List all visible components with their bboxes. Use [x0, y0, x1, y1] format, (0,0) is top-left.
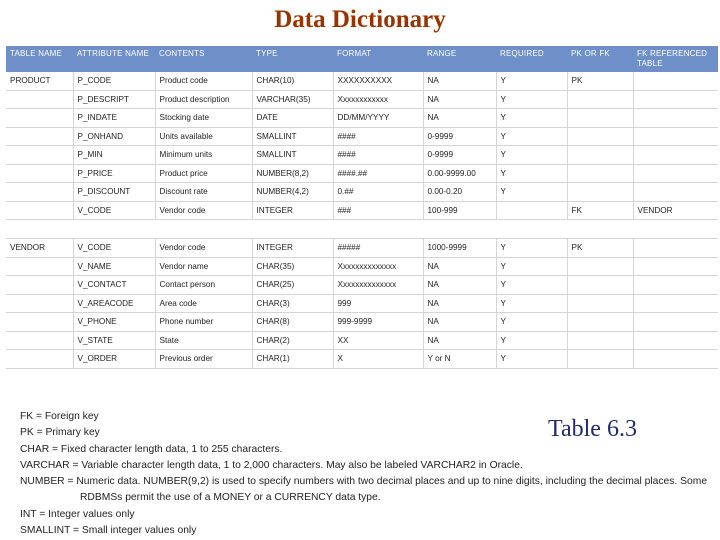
table-cell: CHAR(1) [252, 350, 333, 369]
table-cell: Xxxxxxxxxxxx [333, 90, 423, 109]
table-cell: P_DISCOUNT [73, 183, 155, 202]
table-cell: ### [333, 201, 423, 220]
data-dictionary-table [6, 46, 718, 369]
table-cell: Area code [155, 294, 252, 313]
table-cell: CHAR(8) [252, 313, 333, 332]
table-cell: CHAR(2) [252, 331, 333, 350]
table-cell: X [333, 350, 423, 369]
table-cell: Contact person [155, 276, 252, 295]
table-cell: Y [496, 164, 567, 183]
table-row [6, 183, 718, 202]
separator-cell [567, 220, 633, 239]
table-cell: DATE [252, 109, 333, 128]
table-cell: P_PRICE [73, 164, 155, 183]
table-cell: V_STATE [73, 331, 155, 350]
table-cell [567, 164, 633, 183]
table-cell: Stocking date [155, 109, 252, 128]
table-cell [567, 350, 633, 369]
table-cell [6, 294, 73, 313]
table-cell: ##### [333, 239, 423, 258]
table-cell [6, 257, 73, 276]
table-row [6, 127, 718, 146]
table-row [6, 331, 718, 350]
table-cell: SMALLINT [252, 146, 333, 165]
note-line: SMALLINT = Small integer values only [20, 525, 197, 537]
table-cell [567, 257, 633, 276]
column-header: FORMAT [333, 46, 423, 72]
table-cell: Xxxxxxxxxxxxxx [333, 276, 423, 295]
table-cell: #### [333, 146, 423, 165]
table-cell [6, 146, 73, 165]
table-cell: #### [333, 127, 423, 146]
table-cell [567, 146, 633, 165]
note-line: PK = Primary key [20, 427, 100, 439]
table-cell: Y [496, 146, 567, 165]
table-cell: P_MIN [73, 146, 155, 165]
table-cell: 100-999 [423, 201, 496, 220]
table-cell [6, 127, 73, 146]
separator-cell [423, 220, 496, 239]
table-cell: NA [423, 257, 496, 276]
table-row [6, 313, 718, 332]
table-cell: CHAR(35) [252, 257, 333, 276]
table-group-separator [6, 220, 718, 239]
table-cell [496, 201, 567, 220]
table-cell: CHAR(10) [252, 72, 333, 90]
table-cell: 999 [333, 294, 423, 313]
column-header: TABLE NAME [6, 46, 73, 72]
table-cell [6, 313, 73, 332]
table-cell [6, 276, 73, 295]
table-cell: 0.00-0.20 [423, 183, 496, 202]
table-cell: NA [423, 109, 496, 128]
table-cell [633, 294, 718, 313]
table-cell: Y [496, 183, 567, 202]
table-cell: V_NAME [73, 257, 155, 276]
table-row [6, 146, 718, 165]
table-cell: PK [567, 72, 633, 90]
separator-cell [73, 220, 155, 239]
table-cell: NUMBER(4,2) [252, 183, 333, 202]
note-line: VARCHAR = Variable character length data, 1 to 2,000 characters. May also be labeled VARCHAR2 in Oracle. [20, 459, 523, 471]
table-cell [633, 90, 718, 109]
column-header: REQUIRED [496, 46, 567, 72]
table-cell: NUMBER(8,2) [252, 164, 333, 183]
note-line: FK = Foreign key [20, 411, 99, 422]
table-cell: 0-9999 [423, 127, 496, 146]
separator-cell [496, 220, 567, 239]
table-cell: Units available [155, 127, 252, 146]
table-cell [633, 146, 718, 165]
table-cell: INTEGER [252, 201, 333, 220]
table-cell: P_ONHAND [73, 127, 155, 146]
table-cell: Y [496, 239, 567, 258]
column-header: FK REFERENCED TABLE [633, 46, 718, 72]
table-cell [633, 183, 718, 202]
table-cell: CHAR(25) [252, 276, 333, 295]
table-cell: Y [496, 350, 567, 369]
legend-notes [20, 409, 707, 539]
table-cell: NA [423, 331, 496, 350]
table-cell [633, 72, 718, 90]
table-row [6, 109, 718, 128]
table-cell [567, 109, 633, 128]
table-cell [567, 276, 633, 295]
table-cell: 999-9999 [333, 313, 423, 332]
separator-cell [252, 220, 333, 239]
separator-cell [633, 220, 718, 239]
table-cell: FK [567, 201, 633, 220]
table-cell: Y [496, 109, 567, 128]
table-cell: 0.00-9999.00 [423, 164, 496, 183]
table-cell: SMALLINT [252, 127, 333, 146]
table-cell: VENDOR [6, 239, 73, 258]
table-cell: VARCHAR(35) [252, 90, 333, 109]
table-cell: Vendor code [155, 239, 252, 258]
table-cell: INTEGER [252, 239, 333, 258]
table-cell [6, 201, 73, 220]
table-cell: XXXXXXXXXX [333, 72, 423, 90]
separator-cell [6, 220, 73, 239]
table-cell [6, 350, 73, 369]
table-cell [633, 313, 718, 332]
table-row [6, 72, 718, 90]
table-cell: V_CONTACT [73, 276, 155, 295]
table-cell [633, 239, 718, 258]
table-cell: Y [496, 90, 567, 109]
table-cell: Y [496, 72, 567, 90]
note-line: INT = Integer values only [20, 508, 135, 520]
table-cell [567, 127, 633, 146]
page-title: Data Dictionary [274, 6, 446, 33]
note-line: CHAR = Fixed character length data, 1 to 255 characters. [20, 443, 283, 455]
table-cell: Vendor name [155, 257, 252, 276]
table-cell: NA [423, 90, 496, 109]
table-cell: ####.## [333, 164, 423, 183]
table-row [6, 276, 718, 295]
column-header: CONTENTS [155, 46, 252, 72]
table-body [6, 72, 718, 368]
table-cell: VENDOR [633, 201, 718, 220]
table-cell: V_ORDER [73, 350, 155, 369]
table-row [6, 90, 718, 109]
table-row [6, 164, 718, 183]
table-cell: PK [567, 239, 633, 258]
table-cell: 0.## [333, 183, 423, 202]
table-cell: Vendor code [155, 201, 252, 220]
table-cell: Y [496, 257, 567, 276]
table-cell [633, 257, 718, 276]
table-row [6, 294, 718, 313]
table-cell: Y or N [423, 350, 496, 369]
column-header: RANGE [423, 46, 496, 72]
note-line: NUMBER = Numeric data. NUMBER(9,2) is used to specify numbers with two decimal places and up to nine digits, including the decimal places. Some [20, 476, 708, 488]
table-cell: 1000-9999 [423, 239, 496, 258]
column-header: PK OR FK [567, 46, 633, 72]
table-cell: NA [423, 276, 496, 295]
separator-cell [155, 220, 252, 239]
table-cell: Y [496, 276, 567, 295]
table-row [6, 239, 718, 258]
table-cell: Y [496, 127, 567, 146]
table-cell: P_CODE [73, 72, 155, 90]
table-cell [6, 183, 73, 202]
table-cell: Y [496, 313, 567, 332]
table-cell [633, 350, 718, 369]
table-cell: Minimum units [155, 146, 252, 165]
table-cell [567, 90, 633, 109]
table-cell: NA [423, 313, 496, 332]
table-cell: Product description [155, 90, 252, 109]
table-cell: Discount rate [155, 183, 252, 202]
table-cell [633, 331, 718, 350]
table-cell [6, 164, 73, 183]
table-cell: Xxxxxxxxxxxxxx [333, 257, 423, 276]
table-row [6, 350, 718, 369]
table-row [6, 257, 718, 276]
table-cell: Phone number [155, 313, 252, 332]
table-cell [6, 331, 73, 350]
note-line: RDBMSs permit the use of a MONEY or a CURRENCY data type. [80, 492, 381, 504]
separator-cell [333, 220, 423, 239]
table-cell [567, 183, 633, 202]
table-cell: V_CODE [73, 239, 155, 258]
table-cell: Previous order [155, 350, 252, 369]
table-cell [567, 331, 633, 350]
table-cell: Product code [155, 72, 252, 90]
table-row [6, 201, 718, 220]
table-cell: V_PHONE [73, 313, 155, 332]
table-cell [6, 109, 73, 128]
table-cell: V_AREACODE [73, 294, 155, 313]
table-cell [633, 276, 718, 295]
table-cell: Product price [155, 164, 252, 183]
table-cell: PRODUCT [6, 72, 73, 90]
table-caption: Table 6.3 [548, 416, 637, 442]
table-cell: Y [496, 331, 567, 350]
table-cell: XX [333, 331, 423, 350]
table-cell: NA [423, 294, 496, 313]
table-cell [633, 164, 718, 183]
table-cell: State [155, 331, 252, 350]
table-cell [633, 127, 718, 146]
table-cell: NA [423, 72, 496, 90]
table-cell: DD/MM/YYYY [333, 109, 423, 128]
table-cell: P_INDATE [73, 109, 155, 128]
column-header: TYPE [252, 46, 333, 72]
table-cell: V_CODE [73, 201, 155, 220]
table-cell [567, 294, 633, 313]
table-cell: 0-9999 [423, 146, 496, 165]
table-cell [633, 109, 718, 128]
table-cell: Y [496, 294, 567, 313]
table-cell: CHAR(3) [252, 294, 333, 313]
table-cell [6, 90, 73, 109]
table-cell [567, 313, 633, 332]
column-header: ATTRIBUTE NAME [73, 46, 155, 72]
table-header-row [6, 46, 718, 72]
table-cell: P_DESCRIPT [73, 90, 155, 109]
